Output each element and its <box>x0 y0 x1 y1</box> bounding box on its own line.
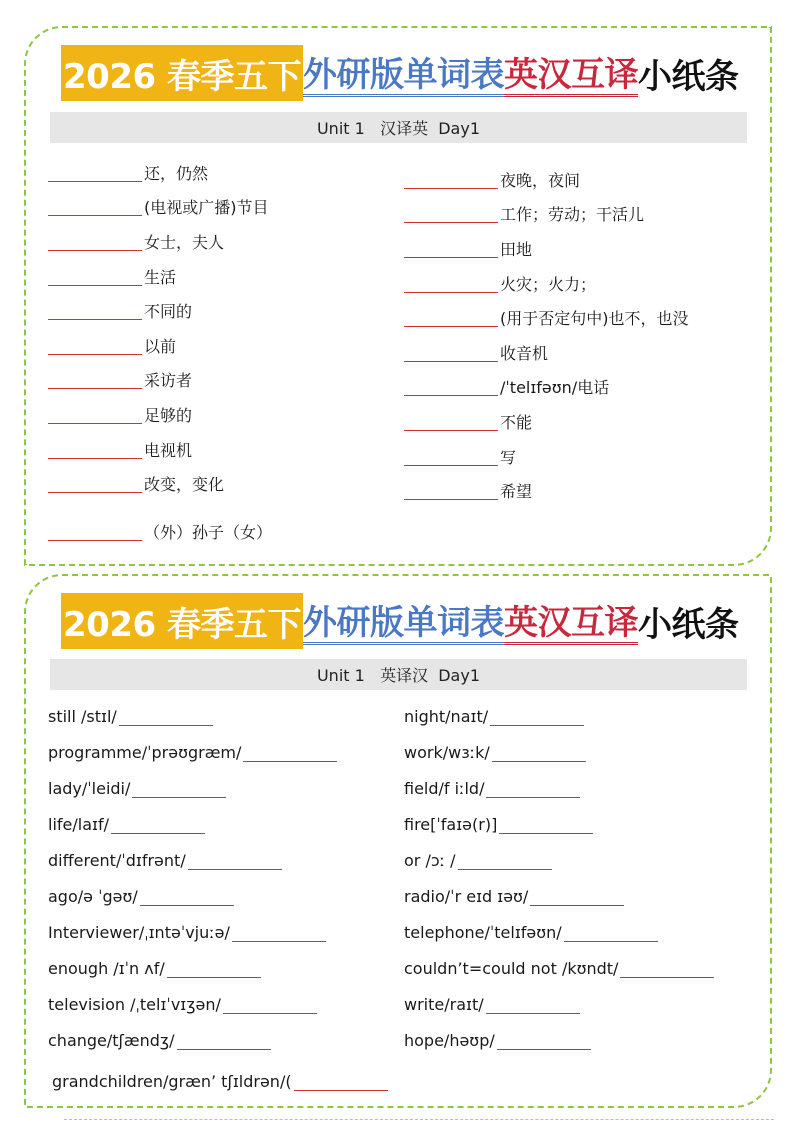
word-row <box>48 224 269 259</box>
word-row <box>48 1022 337 1058</box>
english-word: ago/ə ˈgəʊ/ <box>48 886 138 906</box>
answer-blank[interactable] <box>167 959 261 978</box>
word-row <box>404 986 714 1022</box>
english-word: fire[ˈfaɪə(r)] <box>404 814 498 834</box>
word-meaning: (用于否定句中)也不，也没 <box>500 309 689 329</box>
word-row <box>48 878 337 914</box>
english-word: couldn’t=could not /kʊndt/ <box>404 958 619 978</box>
answer-blank[interactable] <box>188 851 282 870</box>
word-meaning: 电视机 <box>144 440 193 460</box>
answer-blank[interactable] <box>404 343 498 362</box>
word-row <box>404 806 714 842</box>
english-word: Interviewer/ˌɪntəˈvjuːə/ <box>48 922 230 942</box>
english-word: write/raɪt/ <box>404 994 484 1014</box>
word-meaning: 夜晚，夜间 <box>500 170 581 190</box>
word-row <box>404 335 689 370</box>
answer-blank[interactable] <box>294 1072 388 1091</box>
word-meaning: 田地 <box>500 239 533 259</box>
word-row <box>404 266 689 301</box>
word-meaning: 工作；劳动；干活儿 <box>500 205 645 225</box>
word-row <box>404 914 714 950</box>
word-row <box>48 155 269 190</box>
word-row <box>48 259 269 294</box>
word-meaning: 收音机 <box>500 343 549 363</box>
answer-blank[interactable] <box>48 522 142 541</box>
word-row <box>404 878 714 914</box>
answer-blank[interactable] <box>499 815 593 834</box>
answer-blank[interactable] <box>48 370 142 389</box>
word-row <box>404 1022 714 1058</box>
word-meaning: 写 <box>500 447 517 467</box>
answer-blank[interactable] <box>48 440 142 459</box>
english-word: night/naɪt/ <box>404 706 489 726</box>
english-word: life/laɪf/ <box>48 814 109 834</box>
word-meaning: 足够的 <box>144 405 193 425</box>
word-row <box>48 293 269 328</box>
answer-blank[interactable] <box>458 851 552 870</box>
word-row-extra <box>52 1064 388 1098</box>
title-slip: 小纸条 <box>637 56 739 97</box>
left-column <box>48 698 337 1058</box>
english-word: radio/ˈr eɪd ɪəʊ/ <box>404 886 529 906</box>
word-meaning: (电视或广播)节目 <box>144 198 269 218</box>
answer-blank[interactable] <box>119 707 213 726</box>
word-row <box>404 197 689 232</box>
answer-blank[interactable] <box>48 232 142 251</box>
word-meaning: 采访者 <box>144 371 193 391</box>
english-word: field/f iːld/ <box>404 778 485 798</box>
answer-blank[interactable] <box>48 301 142 320</box>
answer-blank[interactable] <box>404 447 498 466</box>
answer-blank[interactable] <box>490 707 584 726</box>
word-row <box>404 370 689 405</box>
word-row <box>404 439 689 474</box>
english-word: programme/ˈprəʊgræm/ <box>48 742 242 762</box>
answer-blank[interactable] <box>232 923 326 942</box>
word-meaning: 希望 <box>500 482 533 502</box>
word-row <box>48 363 269 398</box>
unit-banner: Unit 1 英译汉 Day1 <box>50 659 747 690</box>
word-row <box>404 473 689 508</box>
word-meaning: /ˈtelɪfəʊn/电话 <box>500 378 610 398</box>
answer-blank[interactable] <box>404 308 498 327</box>
answer-blank[interactable] <box>404 377 498 396</box>
word-row <box>48 950 337 986</box>
title-translation: 英汉互译 <box>504 598 638 645</box>
title-year-term: 2026 春季五下 <box>61 593 303 649</box>
word-meaning: 改变，变化 <box>144 475 225 495</box>
english-word: grandchildren/græn’ tʃɪldrən/( <box>52 1071 292 1091</box>
right-column <box>404 162 689 508</box>
english-word: change/tʃændʒ/ <box>48 1030 175 1050</box>
word-meaning: 生活 <box>144 267 177 287</box>
word-row <box>48 190 269 225</box>
answer-blank[interactable] <box>48 474 142 493</box>
word-row <box>48 986 337 1022</box>
answer-blank[interactable] <box>404 412 498 431</box>
title-slip: 小纸条 <box>637 604 739 645</box>
unit-banner: Unit 1 汉译英 Day1 <box>50 112 747 143</box>
word-meaning: 火灾；火力； <box>500 274 597 294</box>
word-row <box>48 328 269 363</box>
answer-blank[interactable] <box>486 779 580 798</box>
word-row <box>48 466 269 501</box>
answer-blank[interactable] <box>404 239 498 258</box>
worksheet-title <box>61 45 738 101</box>
english-word: different/ˈdɪfrənt/ <box>48 850 186 870</box>
english-word: television /ˌtelɪˈvɪʒən/ <box>48 994 221 1014</box>
left-column <box>48 155 269 501</box>
answer-blank[interactable] <box>404 481 498 500</box>
answer-blank[interactable] <box>111 815 205 834</box>
answer-blank[interactable] <box>486 995 580 1014</box>
word-row <box>48 734 337 770</box>
title-translation: 英汉互译 <box>504 50 638 97</box>
english-word: still /stɪl/ <box>48 706 117 726</box>
page-bottom-divider <box>64 1119 774 1120</box>
word-row <box>404 734 714 770</box>
title-textbook: 外研版单词表 <box>303 598 504 645</box>
answer-blank[interactable] <box>530 887 624 906</box>
english-word: telephone/ˈtelɪfəʊn/ <box>404 922 562 942</box>
word-row-extra <box>48 514 272 548</box>
answer-blank[interactable] <box>48 405 142 424</box>
answer-blank[interactable] <box>48 336 142 355</box>
worksheet-card-en-to-cn <box>24 574 772 1108</box>
answer-blank[interactable] <box>404 170 498 189</box>
title-year-term: 2026 春季五下 <box>61 45 303 101</box>
worksheet-title <box>61 593 738 649</box>
word-row <box>404 698 714 734</box>
word-row <box>404 404 689 439</box>
worksheet-card-cn-to-en <box>24 26 772 566</box>
answer-blank[interactable] <box>48 267 142 286</box>
word-row <box>404 842 714 878</box>
word-row <box>404 162 689 197</box>
answer-blank[interactable] <box>223 995 317 1014</box>
answer-blank[interactable] <box>48 197 142 216</box>
word-row <box>48 842 337 878</box>
word-meaning: 以前 <box>144 336 177 356</box>
answer-blank[interactable] <box>48 163 142 182</box>
word-row <box>404 300 689 335</box>
answer-blank[interactable] <box>404 204 498 223</box>
word-row <box>48 432 269 467</box>
word-row <box>48 698 337 734</box>
english-word: work/wɜːk/ <box>404 742 490 762</box>
word-meaning: 女士，夫人 <box>144 232 225 252</box>
answer-blank[interactable] <box>497 1031 591 1050</box>
word-row <box>48 806 337 842</box>
english-word: enough /ɪˈn ʌf/ <box>48 958 165 978</box>
answer-blank[interactable] <box>140 887 234 906</box>
answer-blank[interactable] <box>564 923 658 942</box>
word-row <box>48 770 337 806</box>
word-row <box>48 914 337 950</box>
answer-blank[interactable] <box>492 743 586 762</box>
word-meaning: （外）孙子（女） <box>144 522 273 542</box>
word-row <box>404 770 714 806</box>
english-word: lady/ˈleidi/ <box>48 778 131 798</box>
word-meaning: 不同的 <box>144 302 193 322</box>
title-textbook: 外研版单词表 <box>303 50 504 97</box>
answer-blank[interactable] <box>620 959 714 978</box>
word-meaning: 还，仍然 <box>144 163 209 183</box>
word-row <box>404 231 689 266</box>
word-meaning: 不能 <box>500 412 533 432</box>
word-row <box>404 950 714 986</box>
answer-blank[interactable] <box>404 274 498 293</box>
answer-blank[interactable] <box>132 779 226 798</box>
answer-blank[interactable] <box>243 743 337 762</box>
english-word: hope/həʊp/ <box>404 1030 495 1050</box>
answer-blank[interactable] <box>177 1031 271 1050</box>
english-word: or /ɔː / <box>404 850 456 870</box>
right-column <box>404 698 714 1058</box>
word-row <box>48 397 269 432</box>
